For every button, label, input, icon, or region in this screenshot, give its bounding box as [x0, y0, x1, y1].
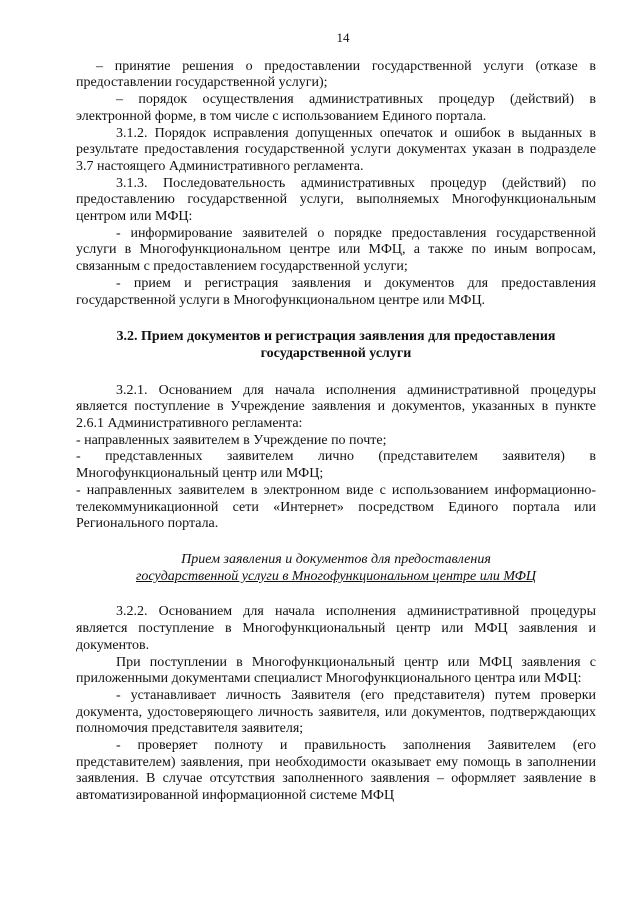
list-item-informing: - информирование заявителей о порядке предоставления государственной услуги в Многофункциональном центре или МФЦ, а также по иным вопросам, связанным с предоставлением государственной услуги;	[76, 225, 596, 275]
paragraph-3-2-1: 3.2.1. Основанием для начала исполнения административной процедуры является поступление в Учреждение заявления и документов, указанных в пункте 2.6.1 Административного регламента:	[76, 382, 596, 432]
sub-heading-mfc-reception	[76, 552, 596, 585]
list-item-application-check: - проверяет полноту и правильность заполнения Заявителем (его представителем) заявления, при необходимости оказывает ему помощь в заполнении заявления. В случае отсутствия заполненного заявления – оформляет заявление в автоматизированной информационной системе МФЦ	[76, 738, 596, 804]
list-item-electronic: - направленных заявителем в электронном виде с использованием информационно-телекоммуникационной сети «Интернет» посредством Единого портала или Регионального портала.	[76, 482, 596, 532]
section-3-2-1	[76, 383, 596, 533]
list-item-by-mail: - направленных заявителем в Учреждение по почте;	[76, 432, 387, 448]
section-3-1-continuation	[76, 59, 596, 310]
paragraph-3-1-3: 3.1.3. Последовательность административных процедур (действий) по предоставлению государственной услуги, выполняемых Многофункциональным центром или МФЦ:	[76, 175, 596, 225]
section-heading-3-2	[76, 329, 596, 362]
paragraph-mfc-receipt: При поступлении в Многофункциональный центр или МФЦ заявления с приложенными документами специалист Многофункционального центра или МФЦ:	[76, 654, 596, 687]
list-item-in-person: - представленных заявителем лично (представителем заявителя) в Многофункциональный центр или МФЦ;	[76, 449, 596, 482]
paragraph-3-2-2: 3.2.2. Основанием для начала исполнения административной процедуры является поступление в Многофункциональный центр или МФЦ заявления и документов.	[76, 604, 596, 653]
page-number: 14	[336, 30, 350, 45]
list-item-electronic-procedures: – порядок осуществления административных процедур (действий) в электронной форме, в том числе с использованием Единого портала.	[76, 92, 596, 124]
section-heading-line2: государственной услуги	[260, 345, 412, 361]
list-item-decision: – принятие решения о предоставлении государственной услуги (отказе в предоставлении государственной услуги);	[76, 58, 596, 91]
list-item-reception: - прием и регистрация заявления и документов для предоставления государственной услуги в Многофункциональном центре или МФЦ.	[76, 275, 596, 308]
sub-heading-line1: Прием заявления и документов для предоставления	[181, 551, 491, 567]
list-item-identity-check: - устанавливает личность Заявителя (его представителя) путем проверки документа, удостоверяющего личность заявителя, или документов, подтверждающих полномочия представителя заявителя;	[76, 687, 596, 737]
sub-heading-line2: государственной услуги в Многофункциональном центре или МФЦ	[135, 568, 537, 584]
paragraph-3-1-2: 3.1.2. Порядок исправления допущенных опечаток и ошибок в выданных в результате предоставления государственной услуги документах указан в подразделе 3.7 настоящего Административного регламента.	[76, 125, 596, 174]
document-page	[76, 30, 596, 805]
section-3-2-2	[76, 604, 596, 804]
section-heading-line1: 3.2. Прием документов и регистрация заявления для предоставления	[116, 329, 556, 345]
